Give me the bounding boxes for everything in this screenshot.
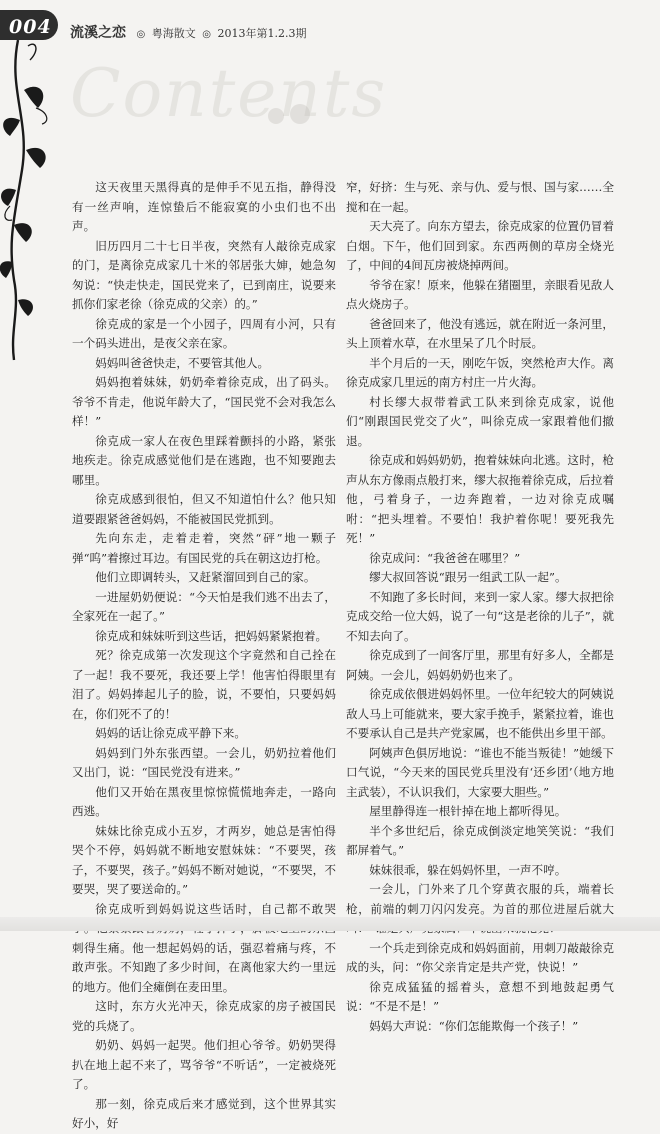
paragraph: 这时，东方火光冲天，徐克成家的房子被国民党的兵烧了。 [72,999,336,1033]
paragraph: 妈妈抱着妹妹，奶奶牵着徐克成，出了码头。爷爷不肯走，他说年龄大了，“国民党不会对我怎么样！” [72,375,336,428]
paragraph: 一进屋奶奶便说：“今天怕是我们逃不出去了，全家死在一起了。” [72,589,336,623]
page-number: 004 [9,16,52,38]
paragraph: 徐克成依偎进妈妈怀里。一位年纪较大的阿姨说敌人马上可能就来，要大家手挽手，紧紧拉着，谁也不要承认自己是共产党家属，也不能供出乡里干部。 [346,687,614,740]
paragraph: 先向东走，走着走着，突然“砰”地一颗子弹“呜”着擦过耳边。有国民党的兵在朝这边打枪。 [72,531,336,565]
paragraph: 他们又开始在黑夜里惊惊慌慌地奔走，一路向西逃。 [72,784,336,818]
paragraph: 妹妹比徐克成小五岁，才两岁，她总是害怕得哭个不停，妈妈就不断地安慰妹妹：“不要哭，孩子，不要哭，孩子。”妈妈不断对她说，“不要哭，不要哭，哭了要送命的。” [72,823,336,896]
section-name: 粤海散文 [151,27,196,40]
paragraph: 他们立即调转头，又赶紧溜回到自己的家。 [95,570,316,584]
paragraph: 奶奶、妈妈一起哭。他们担心爷爷。奶奶哭得扒在地上起不来了，骂爷爷“不听话”，一定被烧死了。 [72,1038,336,1091]
paragraph: 徐克成和妹妹听到这些话，把妈妈紧紧抱着。 [95,628,328,643]
decor-dot [268,108,284,124]
separator-2: ◎ [202,29,211,40]
article-column-left [72,178,336,1134]
article-column-right [346,178,614,1036]
paragraph: 徐克成问：“我爸爸在哪里？” [369,550,521,565]
paragraph: 妈妈的话让徐克成平静下来。 [95,726,246,740]
paragraph: 不知跑了多长时间，来到一家人家。缪大叔把徐克成交给一位大妈，说了一句“这是老徐的儿子”，就不知去向了。 [346,589,614,643]
paragraph: 徐克成猛猛的摇着头，意想不到地鼓起勇气说：“不是不是！” [346,979,614,1013]
paragraph: 妹妹很乖，躲在妈妈怀里，一声不哼。 [369,862,567,877]
paragraph: 徐克成听到妈妈说这些话时，自己都不敢哭 刺得生痛。他一想起妈妈的话，强忍着痛与疼，不敢声张。不知跑了多少时间，在离他家大约一里远的地方。他们全瘫倒在麦田里。 [72,901,336,994]
paragraph: 旧历四月二十七日半夜，突然有人敲徐克成家的门，是离徐克成家几十米的邻居张大婶，她急匆匆说：“快走快走，国民党来了，已到南庄，说要来抓你们家老徐（徐克成的父亲）的。” [72,238,336,311]
paragraph: 徐克成一家人在夜色里踩着颤抖的小路，紧张地疾走。徐克成感觉他们是在逃跑，也不知要跑去哪里。 [72,433,336,487]
decor-dot [290,104,310,124]
paragraph: 那一刻，徐克成后来才感觉到，这个世界其实好小，好 [72,1096,336,1130]
issue-number: 2013年第1.2.3期 [217,27,307,40]
paragraph: 妈妈叫爸爸快走，不要管其他人。 [95,355,270,370]
vine-ornament-icon [0,0,70,931]
page-footer [0,917,660,931]
paragraph: 阿姨声色俱厉地说：“谁也不能当叛徒！”她缓下口气说，“今天来的国民党兵里没有‘还乡团’（地方地主武装），不认识我们，大家要大胆些。” [346,745,614,799]
paragraph: 半个月后的一天，刚吃午饭，突然枪声大作。离徐克成家几里远的南方村庄一片火海。 [346,355,614,389]
paragraph: 徐克成到了一间客厅里，那里有好多人，全都是阿姨。一会儿，妈妈奶奶也来了。 [346,648,614,682]
paragraph: 妈妈到门外东张西望。一会儿，奶奶拉着他们又出门，说：“国民党没有进来。” [72,745,336,779]
paragraph: 徐克成的家是一个小园子，四周有小河，只有一个码头进出，是夜父亲在家。 [72,316,336,350]
paragraph: 窄，好挤：生与死、亲与仇、爱与恨、国与家……全搅和在一起。 [346,180,614,214]
paragraph: 徐克成感到很怕，但又不知道怕什么？他只知道要跟紧爸爸妈妈，不能被国民党抓到。 [72,492,336,526]
magazine-title: 流溪之恋 [70,25,126,41]
separator-1: ◎ [136,29,146,40]
paragraph: 死？徐克成第一次发现这个字竟然和自己拴在了一起！我不要死，我还要上学！他害怕得眼里有泪了。妈妈捧起儿子的脸，说，不要怕，只要妈妈在，你们死不了的！ [72,648,336,721]
paragraph: 屋里静得连一根针掉在地上都听得见。 [369,804,567,818]
paragraph: 这天夜里天黑得真的是伸手不见五指，静得没有一丝声响，连惊蛰后不能寂寞的小虫们也不出声。 [72,180,336,233]
paragraph: 徐克成和妈妈奶奶，抱着妹妹向北逃。这时，枪声从东方像雨点般打来，缪大叔拖着徐克成，后拉着他，弓着身子，一边奔跑着，一边对徐克成嘱咐：“把头埋着。不要怕！我护着你呢！要死我先死！” [346,453,614,545]
paragraph: 爷爷在家！原来，他躲在猪圈里，亲眼看见敌人点火烧房子。 [346,277,614,311]
paragraph: 一会儿，门外来了几个穿黄衣服的兵，端着长枪，前端的刺刀闪闪发亮。为首的那位进屋后就大 [346,882,614,916]
paragraph: 半个多世纪后，徐克成倒淡定地笑笑说：“我们都屏着气。” [346,823,614,857]
paragraph: 爸爸回来了，他没有逃远，就在附近一条河里，头上顶着水草，在水里呆了几个时辰。 [346,316,614,350]
paragraph: 缪大叔回答说“跟另一组武工队一起”。 [369,570,567,584]
paragraph: 天大亮了。向东方望去，徐克成家的位置仍冒着白烟。下午，他们回到家。东西两侧的草房全烧光了，中间的4间瓦房被烧掉两间。 [346,219,614,272]
running-header [70,22,306,42]
paragraph: 村长缪大叔带着武工队来到徐克成家，说他们“刚跟国民党交了火”，叫徐克成一家跟着他们撤退。 [346,394,614,448]
contents-watermark: Contents [70,55,388,132]
paragraph: 一个兵走到徐克成和妈妈面前，用刺刀敲敲徐克成的头，问：“你父亲肯定是共产党，快说！” [346,940,614,974]
paragraph: 妈妈大声说：“你们怎能欺侮一个孩子！” [369,1018,579,1033]
